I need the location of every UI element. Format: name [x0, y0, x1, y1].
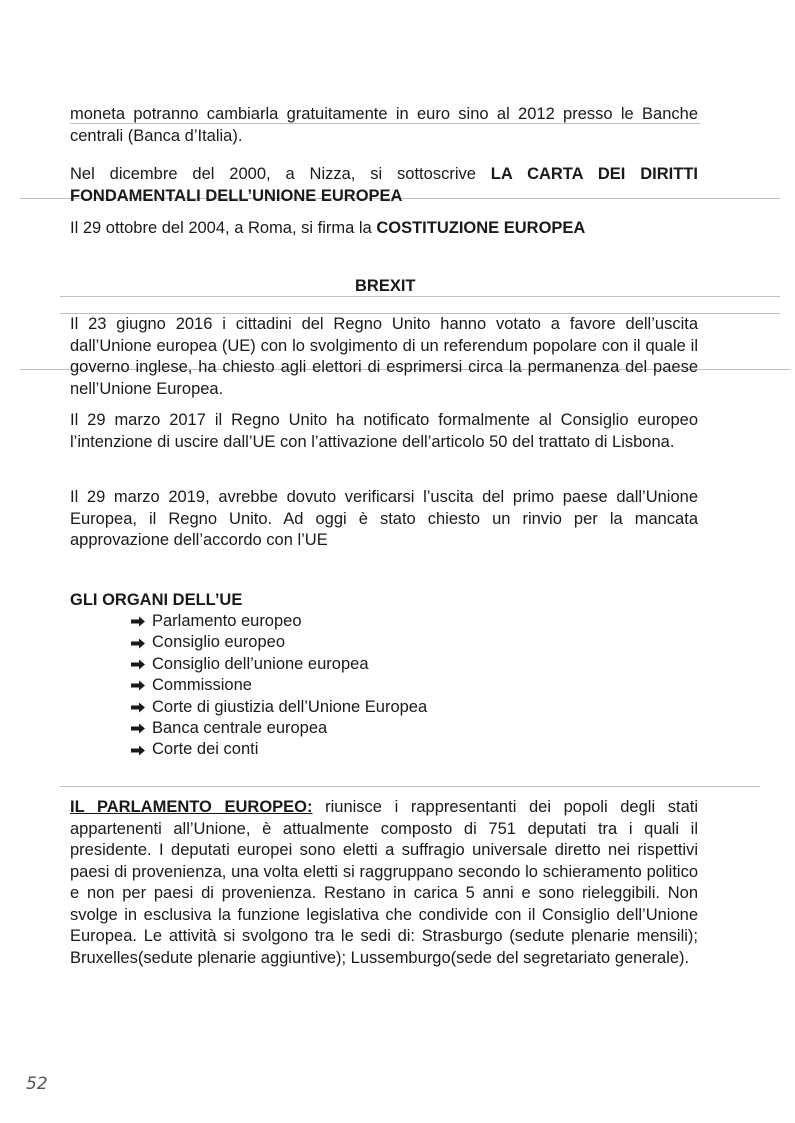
organi-list	[130, 611, 427, 761]
paragraph-roma-text: Il 29 ottobre del 2004, a Roma, si firma la	[70, 219, 377, 237]
list-item	[130, 611, 427, 632]
paragraph-brexit-referendum: Il 23 giugno 2016 i cittadini del Regno Unito hanno votato a favore dell’uscita dall’Unione europea (UE) con lo svolgimento di un referendum popolare con il quale il governo inglese, ha chiesto agli elettori di esprimersi circa la permanenza del paese nell’Unione Europea.	[70, 315, 698, 398]
right-arrow-icon	[130, 702, 146, 713]
right-arrow-icon	[130, 659, 146, 670]
paragraph-brexit-postponement: Il 29 marzo 2019, avrebbe dovuto verificarsi l’uscita del primo paese dall’Unione Europea, il Regno Unito. Ad oggi è stato chiesto un rinvio per la mancata approvazione dell’accordo con l’UE	[70, 488, 698, 549]
organi-heading: GLI ORGANI DELL’UE	[70, 591, 243, 609]
right-arrow-icon	[130, 616, 146, 627]
list-item-label: Commissione	[152, 676, 252, 695]
paragraph-euro-conversion: moneta potranno cambiarla gratuitamente in euro sino al 2012 presso le Banche centrali (Banca d’Italia).	[70, 105, 698, 145]
list-item	[130, 632, 427, 653]
list-item-label: Corte di giustizia dell’Unione Europea	[152, 697, 428, 716]
paragraph-brexit-notification: Il 29 marzo 2017 il Regno Unito ha notificato formalmente al Consiglio europeo l’intenzione di uscire dall’UE con l’attivazione dell’articolo 50 del trattato di Lisbona.	[70, 411, 698, 451]
parlamento-text: riunisce i rappresentanti dei popoli degli stati appartenenti all’Unione, è attualmente composto di 751 deputati tra i quali il presidente. I deputati europei sono eletti a suffragio universale diretto nei rispettivi paesi di provenienza, una volta eletti si raggruppano secondo lo schieramento politico e non per paesi di provenienza. Restano in carica 5 anni e sono rieleggibili. Non svolge in esclusiva la funzione legislativa che condivide con il Consiglio dell’Unione Europea. Le attività si svolgono tra le sedi di: Strasburgo (sedute plenarie mensili); Bruxelles(sedute plenarie aggiuntive); Lussemburgo(sede del segretariato generale).	[70, 798, 698, 967]
paragraph-nizza-charter	[70, 164, 698, 207]
paragraph-nizza-text: Nel dicembre del 2000, a Nizza, si sottoscrive	[70, 165, 491, 183]
right-arrow-icon	[130, 680, 146, 691]
paragraph-roma-constitution	[70, 218, 698, 240]
page-number: 52	[26, 1074, 48, 1094]
list-item-label: Corte dei conti	[152, 740, 259, 759]
brexit-heading: BREXIT	[355, 277, 416, 295]
list-item	[130, 675, 427, 696]
list-item-label: Banca centrale europea	[152, 719, 328, 738]
list-item	[130, 718, 427, 739]
ruled-line	[60, 786, 760, 787]
charter-title: LA CARTA DEI DIRITTI FONDAMENTALI DELL’UNIONE EUROPEA	[70, 165, 698, 205]
list-item	[130, 697, 427, 718]
list-item	[130, 654, 427, 675]
ruled-line	[60, 296, 780, 297]
right-arrow-icon	[130, 638, 146, 649]
parlamento-heading: IL PARLAMENTO EUROPEO:	[70, 798, 313, 816]
list-item-label: Consiglio europeo	[152, 633, 286, 652]
right-arrow-icon	[130, 723, 146, 734]
constitution-title: COSTITUZIONE EUROPEA	[376, 219, 586, 237]
list-item-label: Consiglio dell’unione europea	[152, 654, 369, 673]
list-item	[130, 739, 427, 760]
paragraph-parlamento-europeo	[70, 797, 698, 969]
right-arrow-icon	[130, 745, 146, 756]
list-item-label: Parlamento europeo	[152, 612, 302, 630]
